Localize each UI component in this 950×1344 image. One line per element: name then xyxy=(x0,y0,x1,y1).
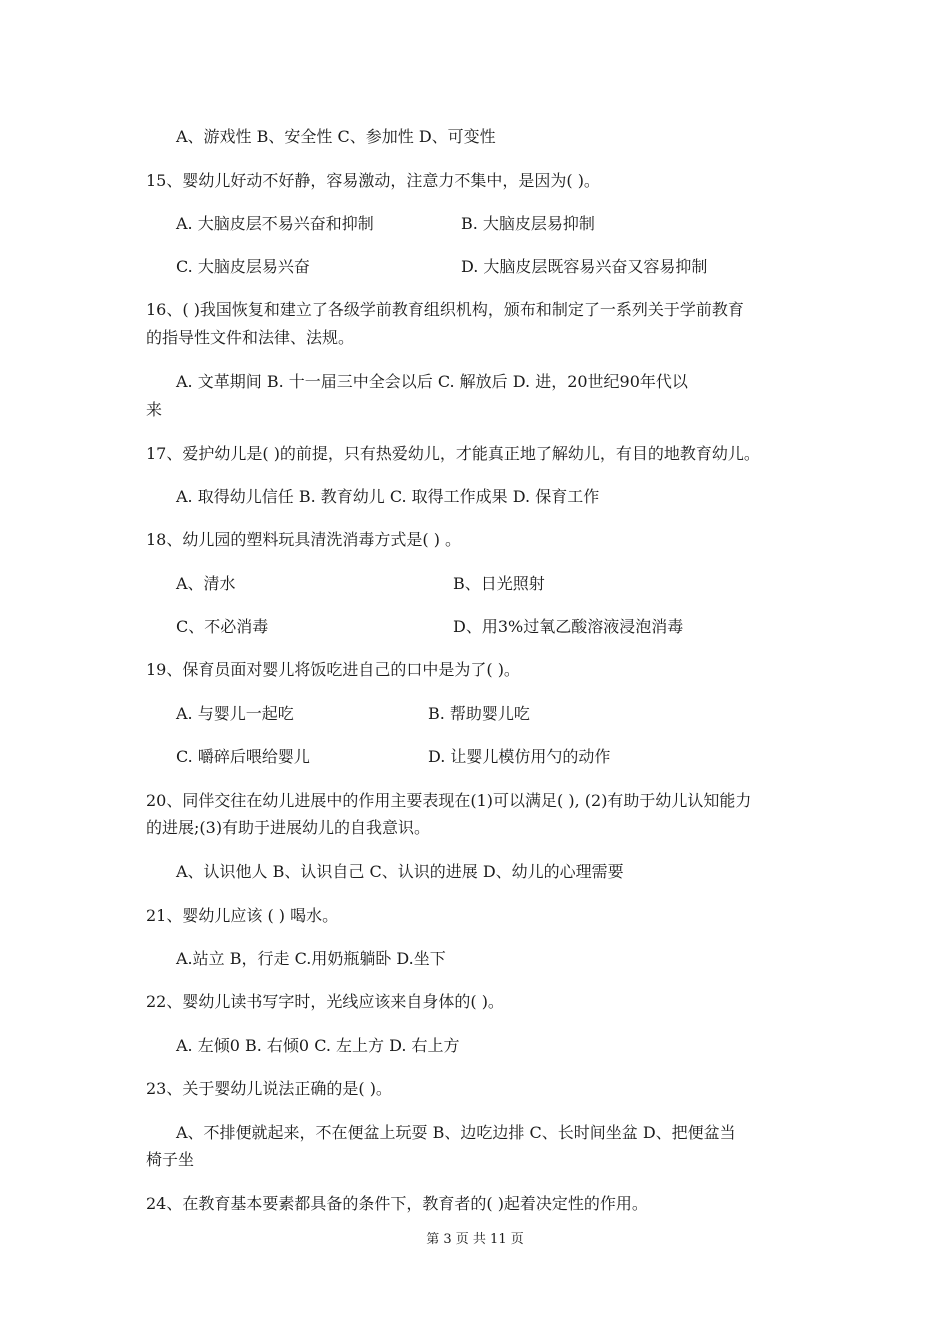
question-15: 15、婴幼儿好动不好静，容易激动，注意力不集中，是因为( )。 xyxy=(146,171,600,190)
q19-option-d: D. 让婴儿模仿用勺的动作 xyxy=(428,747,611,766)
question-18: 18、幼儿园的塑料玩具清洗消毒方式是( ) 。 xyxy=(146,530,462,549)
q15-option-c: C. 大脑皮层易兴奋 xyxy=(176,257,310,276)
q19-option-a: A. 与婴儿一起吃 xyxy=(176,704,294,723)
question-21: 21、婴幼儿应该 ( ) 喝水。 xyxy=(146,906,339,925)
q14-options: A、游戏性 B、安全性 C、参加性 D、可变性 xyxy=(176,127,496,146)
q18-option-c: C、不必消毒 xyxy=(176,617,269,636)
q20-options: A、认识他人 B、认识自己 C、认识的进展 D、幼儿的心理需要 xyxy=(176,862,624,881)
question-23: 23、关于婴幼儿说法正确的是( )。 xyxy=(146,1079,392,1098)
q22-options: A. 左倾0 B. 右倾0 C. 左上方 D. 右上方 xyxy=(176,1036,460,1055)
q18-option-d: D、用3%过氧乙酸溶液浸泡消毒 xyxy=(453,617,684,636)
q17-options: A. 取得幼儿信任 B. 教育幼儿 C. 取得工作成果 D. 保育工作 xyxy=(176,487,600,506)
page-footer: 第 3 页 共 11 页 xyxy=(426,1232,524,1247)
q23-options-cont: 椅子坐 xyxy=(146,1150,195,1169)
q15-option-d: D. 大脑皮层既容易兴奋又容易抑制 xyxy=(461,257,708,276)
q18-option-a: A、清水 xyxy=(176,574,236,593)
q16-options: A. 文革期间 B. 十一届三中全会以后 C. 解放后 D. 进，20世纪90年代以 xyxy=(176,372,688,391)
question-20: 20、同伴交往在幼儿进展中的作用主要表现在(1)可以满足( ), (2)有助于幼儿认知能力 xyxy=(146,791,752,810)
q19-option-c: C. 嚼碎后喂给婴儿 xyxy=(176,747,310,766)
q21-options: A.站立 B，行走 C.用奶瓶躺卧 D.坐下 xyxy=(176,949,446,968)
question-16: 16、( )我国恢复和建立了各级学前教育组织机构，颁布和制定了一系列关于学前教育 xyxy=(146,300,744,319)
q15-option-a: A. 大脑皮层不易兴奋和抑制 xyxy=(176,214,374,233)
question-19: 19、保育员面对婴儿将饭吃进自己的口中是为了( )。 xyxy=(146,660,520,679)
question-16-cont: 的指导性文件和法律、法规。 xyxy=(146,328,355,347)
question-20-cont: 的进展;(3)有助于进展幼儿的自我意识。 xyxy=(146,818,431,837)
q23-options: A、不排便就起来，不在便盆上玩耍 B、边吃边排 C、长时间坐盆 D、把便盆当 xyxy=(176,1123,736,1142)
q19-option-b: B. 帮助婴儿吃 xyxy=(428,704,530,723)
question-22: 22、婴幼儿读书写字时，光线应该来自身体的( )。 xyxy=(146,992,504,1011)
q18-option-b: B、日光照射 xyxy=(453,574,545,593)
question-17: 17、爱护幼儿是( )的前提，只有热爱幼儿，才能真正地了解幼儿，有目的地教育幼儿。 xyxy=(146,444,760,463)
q16-options-cont: 来 xyxy=(146,400,163,419)
question-24: 24、在教育基本要素都具备的条件下，教育者的( )起着决定性的作用。 xyxy=(146,1194,648,1213)
q15-option-b: B. 大脑皮层易抑制 xyxy=(461,214,595,233)
